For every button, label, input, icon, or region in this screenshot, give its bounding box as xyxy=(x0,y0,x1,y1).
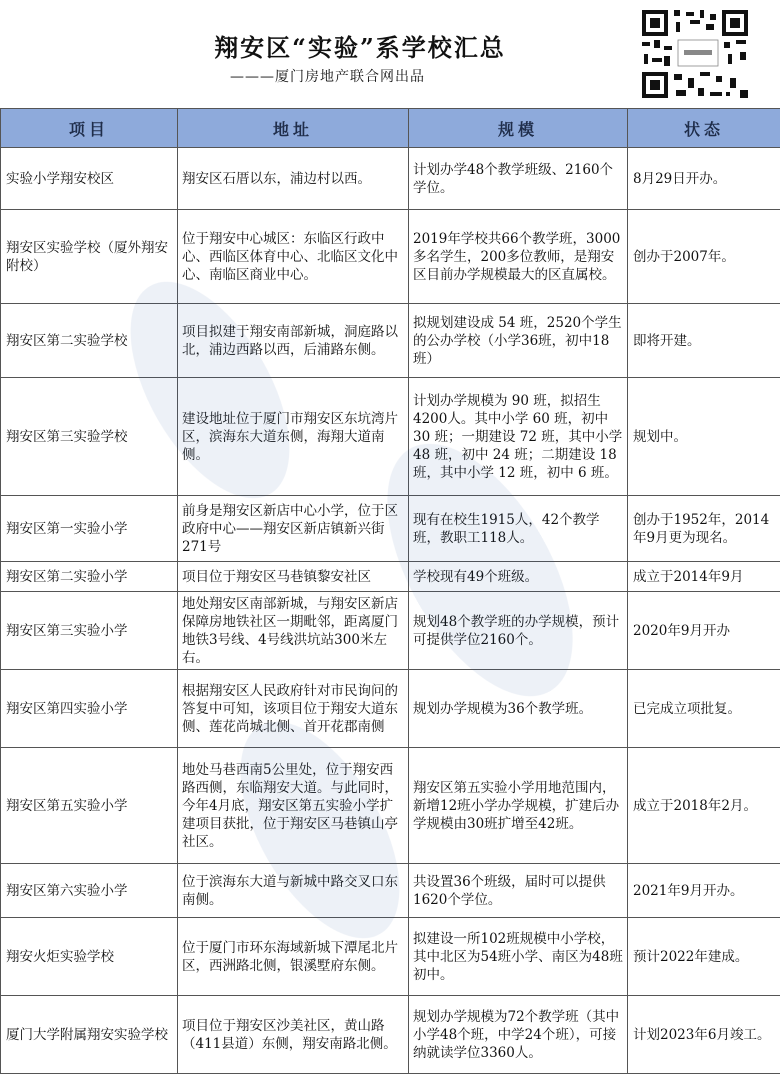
table-row xyxy=(1,210,780,304)
cell-address: 项目位于翔安区沙美社区，黄山路（411县道）东侧，翔安南路北侧。 xyxy=(178,996,409,1074)
column-header-address: 地址 xyxy=(178,109,409,148)
cell-address: 地处翔安区南部新城，与翔安区新店保障房地铁社区一期毗邻，距离厦门地铁3号线、4号线洪坑站300米左右。 xyxy=(178,592,409,670)
header xyxy=(0,0,780,109)
cell-status: 规划中。 xyxy=(628,378,780,496)
cell-name: 翔安区实验学校（厦外翔安附校） xyxy=(1,210,178,304)
page-title: 翔安区“实验”系学校汇总 xyxy=(140,28,580,63)
cell-address: 翔安区石厝以东，浦边村以西。 xyxy=(178,148,409,210)
table-row xyxy=(1,378,780,496)
table-row xyxy=(1,864,780,918)
table-row xyxy=(1,748,780,864)
cell-address: 项目拟建于翔安南部新城，洞庭路以北，浦边西路以西，后浦路东侧。 xyxy=(178,304,409,378)
cell-name: 实验小学翔安校区 xyxy=(1,148,178,210)
cell-scale: 计划办学规模为 90 班，拟招生4200人。其中小学 60 班，初中 30 班；一期建设 72 班，其中小学 48 班，初中 24 班；二期建设 18 班，其中小学 12 班，初中 6 班。 xyxy=(409,378,628,496)
cell-scale: 计划办学48个教学班级、2160个学位。 xyxy=(409,148,628,210)
cell-status: 2020年9月开办 xyxy=(628,592,780,670)
cell-status: 2021年9月开办。 xyxy=(628,864,780,918)
cell-scale: 规划办学规模为36个教学班。 xyxy=(409,670,628,748)
cell-address: 地处马巷西南5公里处，位于翔安西路西侧，东临翔安大道。与此同时，今年4月底，翔安区第五实验小学扩建项目获批，位于翔安区马巷镇山亭社区。 xyxy=(178,748,409,864)
cell-status: 创办于2007年。 xyxy=(628,210,780,304)
cell-name: 翔安区第二实验小学 xyxy=(1,562,178,592)
table-row xyxy=(1,304,780,378)
column-header-scale: 规模 xyxy=(409,109,628,148)
cell-status: 成立于2014年9月 xyxy=(628,562,780,592)
cell-address: 位于滨海东大道与新城中路交叉口东南侧。 xyxy=(178,864,409,918)
cell-scale: 拟规划建设成 54 班，2520个学生的公办学校（小学36班，初中18班） xyxy=(409,304,628,378)
cell-status: 8月29日开办。 xyxy=(628,148,780,210)
cell-scale: 学校现有49个班级。 xyxy=(409,562,628,592)
column-header-status: 状态 xyxy=(628,109,780,148)
cell-address: 建设地址位于厦门市翔安区东坑湾片区，滨海东大道东侧，海翔大道南侧。 xyxy=(178,378,409,496)
table-row xyxy=(1,996,780,1074)
cell-name: 翔安区第六实验小学 xyxy=(1,864,178,918)
cell-scale: 翔安区第五实验小学用地范围内，新增12班小学办学规模，扩建后办学规模由30班扩增至42班。 xyxy=(409,748,628,864)
table-header-row xyxy=(1,109,780,148)
cell-status: 预计2022年建成。 xyxy=(628,918,780,996)
table-row xyxy=(1,562,780,592)
cell-scale: 规划48个教学班的办学规模，预计可提供学位2160个。 xyxy=(409,592,628,670)
cell-status: 创办于1952年，2014年9月更为现名。 xyxy=(628,496,780,562)
cell-scale: 共设置36个班级，届时可以提供1620个学位。 xyxy=(409,864,628,918)
cell-status: 已完成立项批复。 xyxy=(628,670,780,748)
cell-address: 根据翔安区人民政府针对市民询问的答复中可知，该项目位于翔安大道东侧、莲花尚城北侧、首开花郡南侧 xyxy=(178,670,409,748)
cell-name: 翔安区第二实验学校 xyxy=(1,304,178,378)
cell-name: 翔安火炬实验学校 xyxy=(1,918,178,996)
cell-status: 即将开建。 xyxy=(628,304,780,378)
cell-address: 位于翔安中心城区：东临区行政中心、西临区体育中心、北临区文化中心、南临区商业中心。 xyxy=(178,210,409,304)
table-row xyxy=(1,148,780,210)
cell-address: 位于厦门市环东海域新城下潭尾北片区，西洲路北侧，银溪墅府东侧。 xyxy=(178,918,409,996)
table-row xyxy=(1,918,780,996)
cell-scale: 现有在校生1915人，42个教学班，教职工118人。 xyxy=(409,496,628,562)
qr-code-icon xyxy=(640,8,750,100)
cell-address: 项目位于翔安区马巷镇黎安社区 xyxy=(178,562,409,592)
cell-status: 成立于2018年2月。 xyxy=(628,748,780,864)
page-subtitle: ———厦门房地产联合网出品 xyxy=(230,66,425,86)
cell-name: 厦门大学附属翔安实验学校 xyxy=(1,996,178,1074)
school-table xyxy=(0,108,780,1074)
cell-name: 翔安区第四实验小学 xyxy=(1,670,178,748)
cell-scale: 拟建设一所102班规模中小学校，其中北区为54班小学、南区为48班初中。 xyxy=(409,918,628,996)
cell-name: 翔安区第三实验学校 xyxy=(1,378,178,496)
cell-scale: 2019年学校共66个教学班，3000多名学生，200多位教师，是翔安区目前办学规模最大的区直属校。 xyxy=(409,210,628,304)
table-row xyxy=(1,592,780,670)
cell-name: 翔安区第一实验小学 xyxy=(1,496,178,562)
cell-name: 翔安区第三实验小学 xyxy=(1,592,178,670)
column-header-project: 项目 xyxy=(1,109,178,148)
table-row xyxy=(1,496,780,562)
cell-status: 计划2023年6月竣工。 xyxy=(628,996,780,1074)
cell-scale: 规划办学规模为72个教学班（其中小学48个班，中学24个班），可接纳就读学位3360人。 xyxy=(409,996,628,1074)
cell-address: 前身是翔安区新店中心小学，位于区政府中心——翔安区新店镇新兴街271号 xyxy=(178,496,409,562)
table-row xyxy=(1,670,780,748)
cell-name: 翔安区第五实验小学 xyxy=(1,748,178,864)
